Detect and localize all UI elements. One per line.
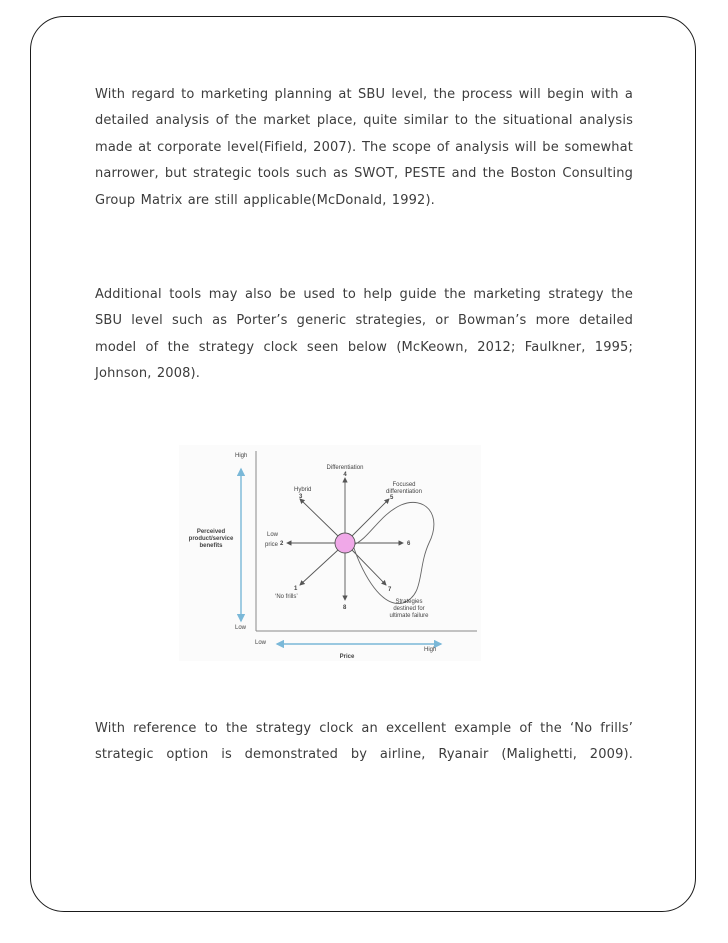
paragraph-sbu-planning: With regard to marketing planning at SBU level, the process will begin with a detailed analysis of the market place, quite similar to the situational analysis made at corporate level(Fifield, 2007). The scope of analysis will be somewhat narrower, but strategic tools such as SWOT, PESTE and the Boston Consulting Group Matrix are still applicable(McDonald, 1992). bbox=[95, 87, 633, 208]
label-price: price bbox=[265, 542, 279, 548]
label-ultimate-failure: ultimate failure bbox=[389, 613, 429, 619]
paragraph-additional-tools: Additional tools may also be used to help guide the marketing strategy the SBU level such as Porter’s generic strategies, or Bowman’s more detailed model of the strategy clock seen below (McKeown, 2012; Faulkner, 1995; Johnson, 2008). bbox=[95, 287, 633, 382]
y-high-label: High bbox=[235, 453, 248, 459]
y-low-label: Low bbox=[235, 625, 247, 631]
y-label-3: benefits bbox=[199, 543, 223, 549]
number-8: 8 bbox=[343, 605, 347, 611]
arrow-1 bbox=[300, 550, 338, 585]
x-axis-title: Price bbox=[339, 654, 355, 660]
number-1: 1 bbox=[294, 586, 298, 592]
arrow-3 bbox=[300, 499, 338, 536]
strategy-clock-diagram bbox=[179, 445, 481, 661]
number-7: 7 bbox=[388, 587, 392, 593]
paragraph-strategy-clock-example: With reference to the strategy clock an excellent example of the ‘No frills’ strategic option is demonstrated by airline, Ryanair (Malighetti, 2009). bbox=[95, 721, 633, 763]
label-focused: Focused bbox=[392, 482, 416, 488]
label-no-frills: ‘No frills’ bbox=[275, 594, 298, 600]
x-low-label: Low bbox=[255, 640, 267, 646]
y-label-2: product/service bbox=[188, 536, 234, 542]
strategy-clock-hub bbox=[335, 533, 355, 553]
x-high-label: High bbox=[424, 647, 437, 653]
number-4: 4 bbox=[343, 472, 347, 478]
number-6: 6 bbox=[407, 541, 411, 547]
y-label-1: Perceived bbox=[196, 529, 226, 535]
number-2: 2 bbox=[280, 541, 284, 547]
label-strategies: Strategies bbox=[395, 599, 423, 605]
number-5: 5 bbox=[390, 495, 394, 501]
label-low: Low bbox=[267, 532, 279, 538]
number-3: 3 bbox=[299, 494, 303, 500]
label-hybrid: Hybrid bbox=[294, 487, 312, 493]
label-differentiation: Differentiation bbox=[326, 465, 364, 471]
label-destined-for: destined for bbox=[393, 606, 425, 612]
failure-zone-loop bbox=[353, 502, 434, 603]
strategy-clock-figure bbox=[179, 445, 481, 661]
label-focused-differentiation: differentiation bbox=[386, 489, 422, 495]
